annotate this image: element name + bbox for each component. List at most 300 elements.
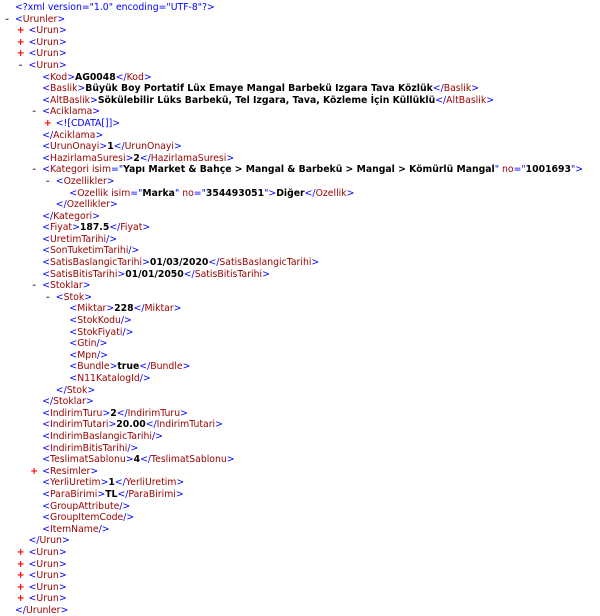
tag-bracket: > xyxy=(97,488,106,500)
element-text: Diğer xyxy=(276,187,305,199)
xml-line-content xyxy=(69,361,190,373)
tag-bracket: < xyxy=(42,233,50,245)
tag-bracket: > xyxy=(77,83,86,95)
tag-name: AltBaslik xyxy=(49,94,91,106)
xml-line xyxy=(0,466,600,478)
xml-line-content xyxy=(69,315,131,327)
tag-bracket: > xyxy=(92,106,101,118)
xml-line xyxy=(0,292,600,304)
tag-bracket: < xyxy=(42,152,50,164)
xml-line xyxy=(0,477,600,489)
element-text: true xyxy=(117,361,140,373)
tag-bracket: > xyxy=(106,175,115,187)
tag-bracket: > xyxy=(106,303,115,315)
xml-line xyxy=(0,570,600,582)
closing-tag-name: HazirlamaSuresi xyxy=(150,152,227,164)
tag-bracket: < xyxy=(42,257,50,269)
tag-bracket: > xyxy=(58,593,67,605)
tag-bracket: < xyxy=(42,454,50,466)
xml-line-content xyxy=(69,303,181,315)
element-text: 228 xyxy=(114,303,134,315)
xml-line xyxy=(0,164,600,176)
tag-bracket: </ xyxy=(133,303,145,315)
collapse-toggle-icon[interactable]: - xyxy=(18,59,23,71)
tag-bracket: < xyxy=(69,187,78,199)
tag-bracket: > xyxy=(268,187,277,199)
collapse-toggle-icon[interactable]: - xyxy=(32,280,37,292)
expand-toggle-icon[interactable]: + xyxy=(16,48,25,60)
xml-line-content xyxy=(42,501,130,513)
tag-name: Ozellikler xyxy=(66,199,110,211)
xml-line-content xyxy=(42,222,150,234)
tag-name: Aciklama xyxy=(49,106,93,118)
xml-line-content xyxy=(69,350,108,362)
xml-line-content xyxy=(29,582,67,594)
xml-line xyxy=(0,245,600,257)
xml-line xyxy=(0,361,600,373)
xml-line xyxy=(0,593,600,605)
cdata-section: <![CDATA[]]> xyxy=(55,117,121,129)
tag-bracket: < xyxy=(42,164,50,176)
tag-bracket: < xyxy=(42,465,50,477)
tag-bracket: /> xyxy=(139,373,151,384)
xml-line xyxy=(0,188,600,200)
tag-bracket: </ xyxy=(145,419,157,431)
xml-line xyxy=(0,303,600,315)
xml-line-content xyxy=(29,48,67,60)
tag-bracket: > xyxy=(109,361,118,373)
tag-bracket: </ xyxy=(117,488,129,500)
xml-line-content xyxy=(42,106,100,118)
tag-name: Gtin xyxy=(77,338,97,350)
xml-line xyxy=(0,315,600,327)
xml-line-content xyxy=(29,593,67,605)
tag-bracket: < xyxy=(28,25,37,37)
tag-bracket: /> xyxy=(128,245,140,257)
tag-bracket: < xyxy=(42,523,50,535)
xml-line-content xyxy=(42,153,234,165)
xml-line xyxy=(0,14,600,26)
tag-bracket: > xyxy=(100,477,109,489)
xml-line-content xyxy=(56,199,118,211)
tag-name: Aciklama xyxy=(53,129,96,141)
tag-bracket: > xyxy=(58,59,67,71)
xml-line-content xyxy=(42,257,319,269)
tag-name: Ozellikler xyxy=(63,175,107,187)
tag-name: Kategori xyxy=(49,164,89,176)
tag-bracket: > xyxy=(182,361,191,373)
collapse-toggle-icon[interactable]: - xyxy=(45,175,50,187)
tag-name: Urun xyxy=(36,25,59,37)
tag-bracket: < xyxy=(28,558,37,570)
tag-bracket: > xyxy=(175,488,184,500)
xml-line-content xyxy=(29,25,67,37)
closing-tag-name: Baslik xyxy=(443,83,472,95)
tag-bracket: < xyxy=(42,419,50,431)
element-text: TL xyxy=(105,488,118,500)
xml-line-content xyxy=(56,176,115,188)
xml-line-content xyxy=(29,547,67,559)
attribute-quote: =" xyxy=(111,164,124,176)
xml-line-content xyxy=(56,118,120,130)
xml-line-content xyxy=(15,14,65,26)
tag-bracket: < xyxy=(42,94,50,106)
expand-toggle-icon[interactable]: + xyxy=(16,570,25,582)
attribute-quote: " xyxy=(174,187,180,199)
xml-line-content xyxy=(42,83,479,95)
xml-line xyxy=(0,153,600,165)
xml-line xyxy=(0,547,600,559)
tag-bracket: < xyxy=(42,488,50,500)
closing-tag-name: IndirimTutari xyxy=(156,419,216,431)
closing-tag-name: TeslimatSablonu xyxy=(151,454,227,466)
attribute-quote: =" xyxy=(130,187,143,199)
tag-bracket: < xyxy=(15,13,23,25)
closing-tag-name: AltBaslik xyxy=(446,94,487,106)
tag-bracket: > xyxy=(58,36,67,48)
xml-line-content xyxy=(56,292,92,304)
tag-bracket: > xyxy=(180,407,188,419)
tag-bracket: < xyxy=(28,581,37,593)
closing-tag-name: SatisBitisTarihi xyxy=(194,268,263,280)
tag-bracket: > xyxy=(125,454,134,466)
xml-line xyxy=(0,559,600,571)
closing-tag-name: ParaBirimi xyxy=(128,488,176,500)
tag-name: Urun xyxy=(36,570,59,582)
element-text: 20.00 xyxy=(116,419,146,431)
tag-name: Kod xyxy=(49,71,68,83)
tag-bracket: </ xyxy=(42,129,54,141)
element-text: Büyük Boy Portatif Lüx Emaye Mangal Barbekü Izgara Tava Közlük xyxy=(85,83,433,95)
attribute-quote: =" xyxy=(513,164,526,176)
attribute-quote: =" xyxy=(193,187,206,199)
xml-line-content xyxy=(42,280,90,292)
xml-line-content xyxy=(42,512,134,524)
xml-line xyxy=(0,454,600,466)
xml-line xyxy=(0,280,600,292)
expand-toggle-icon[interactable]: + xyxy=(16,581,25,593)
tag-name: IndirimBaslangicTarihi xyxy=(49,430,152,442)
tag-bracket: > xyxy=(173,303,182,315)
attribute-name: no xyxy=(182,187,194,199)
xml-line-content xyxy=(42,164,583,176)
tag-name: Bundle xyxy=(77,361,110,373)
tag-name: UrunOnayi xyxy=(49,141,100,153)
xml-line xyxy=(0,501,600,513)
tag-name: Urun xyxy=(36,593,59,605)
tag-bracket: </ xyxy=(42,396,54,408)
tag-bracket: </ xyxy=(435,94,447,106)
tag-bracket: > xyxy=(486,94,495,106)
element-text: Sökülebilir Lüks Barbekü, Tel Izgara, Tava, Közleme İçin Küllüklü xyxy=(97,94,436,106)
tag-bracket: > xyxy=(58,546,67,558)
tag-name: N11KatalogId xyxy=(77,373,140,384)
xml-line-content xyxy=(69,338,107,350)
collapse-toggle-icon[interactable]: - xyxy=(45,291,50,303)
xml-line xyxy=(0,176,600,188)
tag-name: Fiyat xyxy=(49,222,73,234)
xml-declaration: <?xml version="1.0" encoding="UTF-8"?> xyxy=(15,2,215,13)
tag-name: Baslik xyxy=(49,83,78,95)
xml-line xyxy=(0,582,600,594)
tag-name: IndirimTutari xyxy=(49,419,109,431)
tag-bracket: /> xyxy=(151,430,163,442)
collapse-toggle-icon[interactable]: - xyxy=(5,13,9,25)
xml-line xyxy=(0,257,600,269)
tag-bracket: < xyxy=(42,477,50,489)
tag-bracket: > xyxy=(174,141,182,153)
tag-bracket: > xyxy=(226,454,235,466)
xml-line-content xyxy=(42,396,93,408)
tag-bracket: /> xyxy=(96,338,108,350)
tag-bracket: > xyxy=(58,570,67,582)
collapse-toggle-icon[interactable]: - xyxy=(32,164,37,176)
tag-name: Urun xyxy=(36,36,59,48)
xml-line-content xyxy=(42,489,183,501)
xml-line xyxy=(0,211,600,223)
xml-line-content xyxy=(69,373,150,385)
tag-bracket: < xyxy=(69,349,78,361)
xml-line-content xyxy=(15,605,68,616)
tag-bracket: < xyxy=(69,373,78,384)
xml-line xyxy=(0,338,600,350)
expand-toggle-icon[interactable]: + xyxy=(16,546,25,558)
attribute-quote: " xyxy=(494,164,500,176)
closing-tag-name: IndirimTuru xyxy=(127,407,181,419)
tag-bracket: /> xyxy=(123,512,135,524)
tag-bracket: > xyxy=(58,558,67,570)
xml-line-content xyxy=(42,234,117,246)
xml-line xyxy=(0,95,600,107)
xml-line-content xyxy=(42,443,138,455)
attribute-name: no xyxy=(501,164,514,176)
xml-line-content xyxy=(15,2,215,14)
tag-bracket: > xyxy=(95,129,104,141)
tag-bracket: < xyxy=(42,512,50,524)
xml-line-content xyxy=(42,95,494,107)
tag-bracket: < xyxy=(42,106,50,118)
xml-line-content xyxy=(42,454,234,466)
tag-bracket: > xyxy=(226,152,235,164)
tag-bracket: < xyxy=(28,36,37,48)
xml-line-content xyxy=(42,477,184,489)
xml-line-content xyxy=(42,524,109,536)
xml-line xyxy=(0,605,600,616)
xml-line xyxy=(0,408,600,420)
xml-line xyxy=(0,327,600,339)
tag-bracket: > xyxy=(90,94,98,106)
xml-line xyxy=(0,350,600,362)
tag-bracket: < xyxy=(42,430,50,442)
tag-bracket: < xyxy=(28,48,37,60)
element-text: 01/01/2050 xyxy=(125,268,184,280)
tag-bracket: > xyxy=(102,407,111,419)
tag-bracket: < xyxy=(42,268,50,280)
xml-line-content xyxy=(42,141,182,153)
closing-tag-name: UrunOnayi xyxy=(124,141,175,153)
tag-bracket: > xyxy=(215,419,223,431)
tag-bracket: </ xyxy=(139,361,151,373)
attribute-value: Marka xyxy=(142,187,175,199)
tag-bracket: > xyxy=(108,419,117,431)
tag-bracket: > xyxy=(117,268,126,280)
tag-name: SatisBaslangicTarihi xyxy=(49,257,143,269)
xml-line xyxy=(0,535,600,547)
element-text: AG0048 xyxy=(75,71,116,83)
tag-name: ItemName xyxy=(49,523,99,535)
tag-bracket: < xyxy=(28,546,37,558)
xml-line-content xyxy=(29,37,67,49)
tag-bracket: < xyxy=(69,361,78,373)
xml-line xyxy=(0,234,600,246)
tag-name: HazirlamaSuresi xyxy=(49,152,126,164)
xml-line xyxy=(0,60,600,72)
tag-name: Urun xyxy=(36,59,59,71)
tag-bracket: </ xyxy=(114,477,126,489)
tag-name: Urun xyxy=(39,535,62,547)
tag-name: Kategori xyxy=(53,210,93,222)
tag-bracket: < xyxy=(28,570,37,582)
expand-toggle-icon[interactable]: + xyxy=(16,36,25,48)
xml-line xyxy=(0,37,600,49)
tag-bracket: > xyxy=(58,48,67,60)
tag-name: Miktar xyxy=(77,303,107,315)
xml-line xyxy=(0,385,600,397)
xml-line-content xyxy=(42,72,152,84)
tag-bracket: > xyxy=(176,477,185,489)
tag-bracket: < xyxy=(28,593,37,605)
tag-bracket: < xyxy=(69,303,78,315)
xml-line xyxy=(0,431,600,443)
tag-bracket: </ xyxy=(109,222,121,234)
tag-bracket: < xyxy=(42,141,50,153)
tag-bracket: > xyxy=(575,164,584,176)
xml-line xyxy=(0,106,600,118)
collapse-toggle-icon[interactable]: - xyxy=(32,106,37,118)
tag-bracket: </ xyxy=(432,83,444,95)
tag-bracket: > xyxy=(142,222,151,234)
tag-bracket: > xyxy=(82,280,91,292)
xml-line xyxy=(0,72,600,84)
xml-line-content xyxy=(29,535,70,547)
tag-bracket: > xyxy=(311,257,320,269)
tag-bracket: < xyxy=(55,175,64,187)
tag-bracket: < xyxy=(69,338,78,350)
tag-bracket: < xyxy=(42,442,50,454)
xml-line xyxy=(0,269,600,281)
tag-bracket: < xyxy=(42,280,50,292)
xml-line xyxy=(0,524,600,536)
tag-name: Urunler xyxy=(25,604,61,616)
attribute-value: 354493051 xyxy=(205,187,265,199)
tag-bracket: /> xyxy=(120,315,132,327)
tag-bracket: /> xyxy=(119,500,131,512)
tag-name: Stok xyxy=(66,384,88,396)
tag-bracket: > xyxy=(109,199,118,211)
tag-bracket: < xyxy=(69,315,78,327)
tag-bracket: </ xyxy=(55,199,67,211)
xml-line xyxy=(0,118,600,130)
tag-bracket: </ xyxy=(113,141,125,153)
tag-bracket: </ xyxy=(42,210,54,222)
expand-toggle-icon[interactable]: + xyxy=(16,558,25,570)
tag-bracket: > xyxy=(72,222,80,234)
xml-line-content xyxy=(42,211,100,223)
tag-bracket: < xyxy=(69,326,78,338)
expand-toggle-icon[interactable]: + xyxy=(16,593,25,605)
expand-toggle-icon[interactable]: + xyxy=(43,117,52,129)
xml-line-content xyxy=(69,188,354,200)
expand-toggle-icon[interactable]: + xyxy=(30,465,39,477)
element-text: 4 xyxy=(133,454,141,466)
closing-tag-name: Ozellik xyxy=(315,187,347,199)
xml-line-content xyxy=(42,408,188,420)
tag-bracket: > xyxy=(142,257,150,269)
tag-name: ParaBirimi xyxy=(49,488,98,500)
xml-line xyxy=(0,48,600,60)
tag-bracket: < xyxy=(42,407,50,419)
tag-bracket: </ xyxy=(15,604,26,616)
tag-bracket: </ xyxy=(55,384,67,396)
tag-bracket: </ xyxy=(183,268,195,280)
xml-line xyxy=(0,141,600,153)
tag-bracket: > xyxy=(84,291,93,303)
tag-name: IndirimTuru xyxy=(49,407,103,419)
xml-line xyxy=(0,199,600,211)
tag-name: Ozellik xyxy=(77,187,109,199)
tag-bracket: > xyxy=(346,187,355,199)
xml-line-content xyxy=(29,570,67,582)
tag-bracket: > xyxy=(57,13,66,25)
tag-name: GroupItemCode xyxy=(49,512,124,524)
tag-name: Urunler xyxy=(22,13,58,25)
tag-bracket: < xyxy=(42,245,50,257)
tag-name: SatisBitisTarihi xyxy=(49,268,118,280)
attribute-value: 1001693 xyxy=(525,164,571,176)
tag-name: Stoklar xyxy=(49,280,83,292)
attribute-quote: " xyxy=(570,164,576,176)
xml-line-content xyxy=(56,385,95,397)
tag-bracket: < xyxy=(42,222,50,234)
tag-bracket: > xyxy=(92,210,100,222)
xml-line xyxy=(0,419,600,431)
tag-bracket: </ xyxy=(139,152,151,164)
xml-line xyxy=(0,25,600,37)
tag-name: StokFiyati xyxy=(77,326,123,338)
xml-line-content xyxy=(69,327,133,339)
tag-name: GroupAttribute xyxy=(49,500,120,512)
element-text: 1 xyxy=(107,141,114,153)
tag-bracket: > xyxy=(99,141,108,153)
tag-bracket: </ xyxy=(115,71,127,83)
tag-bracket: </ xyxy=(28,535,40,547)
expand-toggle-icon[interactable]: + xyxy=(16,25,25,37)
attribute-name: isim xyxy=(91,164,112,176)
tag-name: IndirimBitisTarihi xyxy=(49,442,128,454)
tag-bracket: < xyxy=(55,291,64,303)
tag-bracket: </ xyxy=(140,454,151,466)
xml-line xyxy=(0,222,600,234)
xml-line xyxy=(0,83,600,95)
tag-name: StokKodu xyxy=(77,315,121,327)
xml-line xyxy=(0,2,600,14)
tag-bracket: > xyxy=(143,71,152,83)
tag-bracket: > xyxy=(471,83,479,95)
tag-bracket: > xyxy=(87,384,96,396)
tag-bracket: > xyxy=(58,581,67,593)
tag-bracket: /> xyxy=(122,326,134,338)
xml-line xyxy=(0,130,600,142)
